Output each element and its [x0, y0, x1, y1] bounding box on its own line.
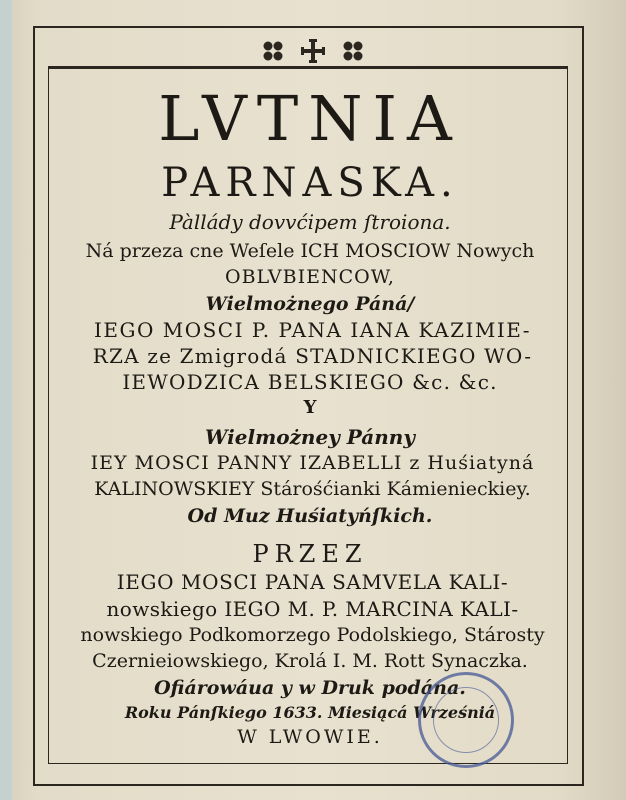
subtitle-title: PARNASKA.: [161, 160, 459, 206]
library-stamp-inner-ring: [433, 687, 499, 753]
title-line: IEGO MOSCI PANA SAMVELA KALI-: [116, 570, 509, 594]
main-title: LVTNIA: [158, 82, 462, 155]
library-stamp: [418, 672, 514, 768]
title-line: Wielmożney Pánny: [205, 425, 415, 449]
title-line: Czernieiowskiego, Krolá I. M. Rott Synaczka.: [92, 650, 528, 672]
title-line: Ofiárowáua y w Druk podána.: [154, 677, 466, 699]
title-line: Y: [303, 397, 317, 418]
title-line: IEGO MOSCI P. PANA IANA KAZIMIE-: [94, 318, 531, 342]
cross-icon: [300, 38, 326, 64]
page-edge-strip: [0, 0, 12, 800]
title-line: Wielmożnego Páná/: [205, 293, 415, 315]
imprint-place: W LWOWIE.: [237, 726, 383, 748]
title-line: nowskiego IEGO M. P. MARCINA KALI-: [106, 597, 519, 621]
fleuron-icon: [340, 40, 366, 62]
title-line: IEWODZICA BELSKIEGO &c. &c.: [122, 370, 498, 394]
title-line: IEY MOSCI PANNY IZABELLI z Huśiatyná: [90, 452, 535, 474]
title-line: RZA ze Zmigrodá STADNICKIEGO WO-: [92, 344, 533, 368]
title-line: Od Muz Huśiatyńſkich.: [187, 505, 433, 527]
title-line: KALINOWSKIEY Stárośćianki Kámienieckiey.: [94, 478, 531, 500]
imprint-date: Roku Pánſkiego 1633. Miesiącá Wrześniá: [124, 703, 496, 722]
fleuron-icon: [260, 40, 286, 62]
header-ornament: [0, 36, 626, 66]
title-line: OBLVBIENCOW,: [225, 266, 395, 288]
title-line: Ná przeza cne Weſele ICH MOSCIOW Nowych: [85, 240, 535, 262]
title-line: PRZEZ: [252, 540, 368, 568]
title-line: nowskiego Podkomorzego Podolskiego, Stárosty: [80, 624, 545, 646]
title-line: Pàllády dovvćipem ſtroiona.: [169, 210, 451, 234]
